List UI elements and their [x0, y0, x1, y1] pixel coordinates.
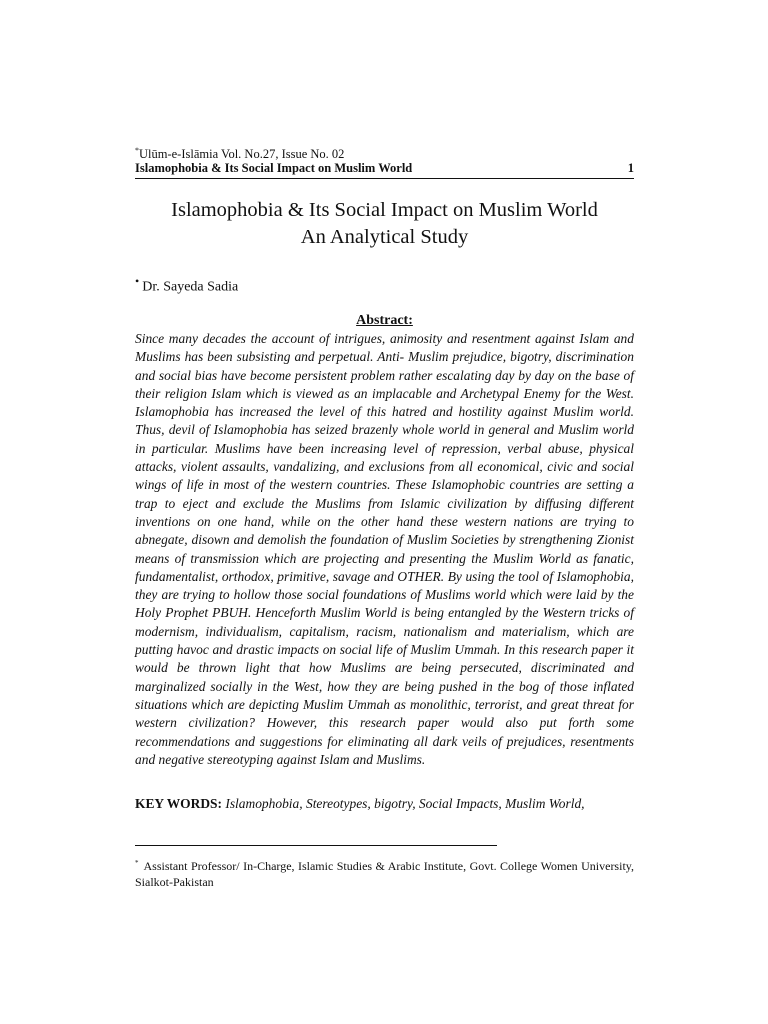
abstract-body: Since many decades the account of intrigues, animosity and resentment against Islam and Muslims has been subsisting and perpetual. Anti- Muslim prejudice, bigotry, discrimination and social bias have become persistent problem rather escalating day by day on the base of their religion Islam which is viewed as an implacable and Archetypal Enemy for the West. Islamophobia has increased the level of this hatred and hostility against Muslim world. Thus, devil of Islamophobia has seized brazenly whole world in general and Muslim world in particular. Muslims have been increasing level of repression, verbal abuse, physical attacks, violent assaults, vandalizing, and exclusions from all economical, civic and social wings of life in most of the western countries. These Islamophobic countries are setting a trap to eject and exclude the Muslims from Islamic civilization by diffusing different inventions on one hand, while on the other hand these western nations are trying to abnegate, disown and demolish the foundation of Muslim Societies by strengthening Zionist means of transmission which are projecting and presenting the Muslim World as fanatic, fundamentalist, orthodox, primitive, savage and OTHER. By using the tool of Islamophobia, they are trying to hollow those social foundations of Muslims world which were laid by the Holy Prophet PBUH. Henceforth Muslim World is being entangled by the Western tricks of modernism, individualism, capitalism, racism, nationalism and materialism, which are putting havoc and drastic impacts on social life of Muslim Ummah. In this research paper it would be thrown light that how Muslims are being persecuted, discriminated and marginalized socially in the West, how they are being pushed in the bog of those inflated situations which are depicting Muslim Ummah as monolithic, terrorist, and great threat for western civilization? However, this research paper would also put forth some recommendations and suggestions for eliminating all dark veils of prejudices, resentments and negative stereotyping against Islam and Muslims.: [135, 331, 634, 767]
article-title: [135, 197, 634, 251]
keywords-text: Islamophobia, Stereotypes, bigotry, Social Impacts, Muslim World,: [225, 796, 585, 811]
footnote-mark: *: [135, 859, 139, 867]
keywords-label: KEY WORDS:: [135, 796, 222, 811]
author-footnote-mark: •: [135, 274, 140, 288]
footnote-text: Assistant Professor/ In-Charge, Islamic Studies & Arabic Institute, Govt. College Women University, Sialkot-Pakistan: [135, 859, 634, 889]
abstract-heading: Abstract:: [356, 313, 413, 328]
journal-citation-text: Ulūm-e-Islāmia Vol. No.27, Issue No. 02: [139, 147, 345, 162]
running-title: Islamophobia & Its Social Impact on Muslim World: [135, 161, 413, 175]
keywords: [135, 795, 634, 813]
footnote: [135, 855, 634, 890]
running-header: [135, 160, 634, 179]
page-number: 1: [627, 161, 634, 175]
journal-citation-mark: *: [135, 146, 139, 155]
footnote-divider: [135, 845, 497, 846]
article-title-line-2: An Analytical Study: [300, 226, 469, 248]
author-name: Dr. Sayeda Sadia: [142, 279, 239, 295]
author-line: [135, 272, 238, 297]
article-title-line-1: Islamophobia & Its Social Impact on Muslim World: [171, 199, 598, 221]
